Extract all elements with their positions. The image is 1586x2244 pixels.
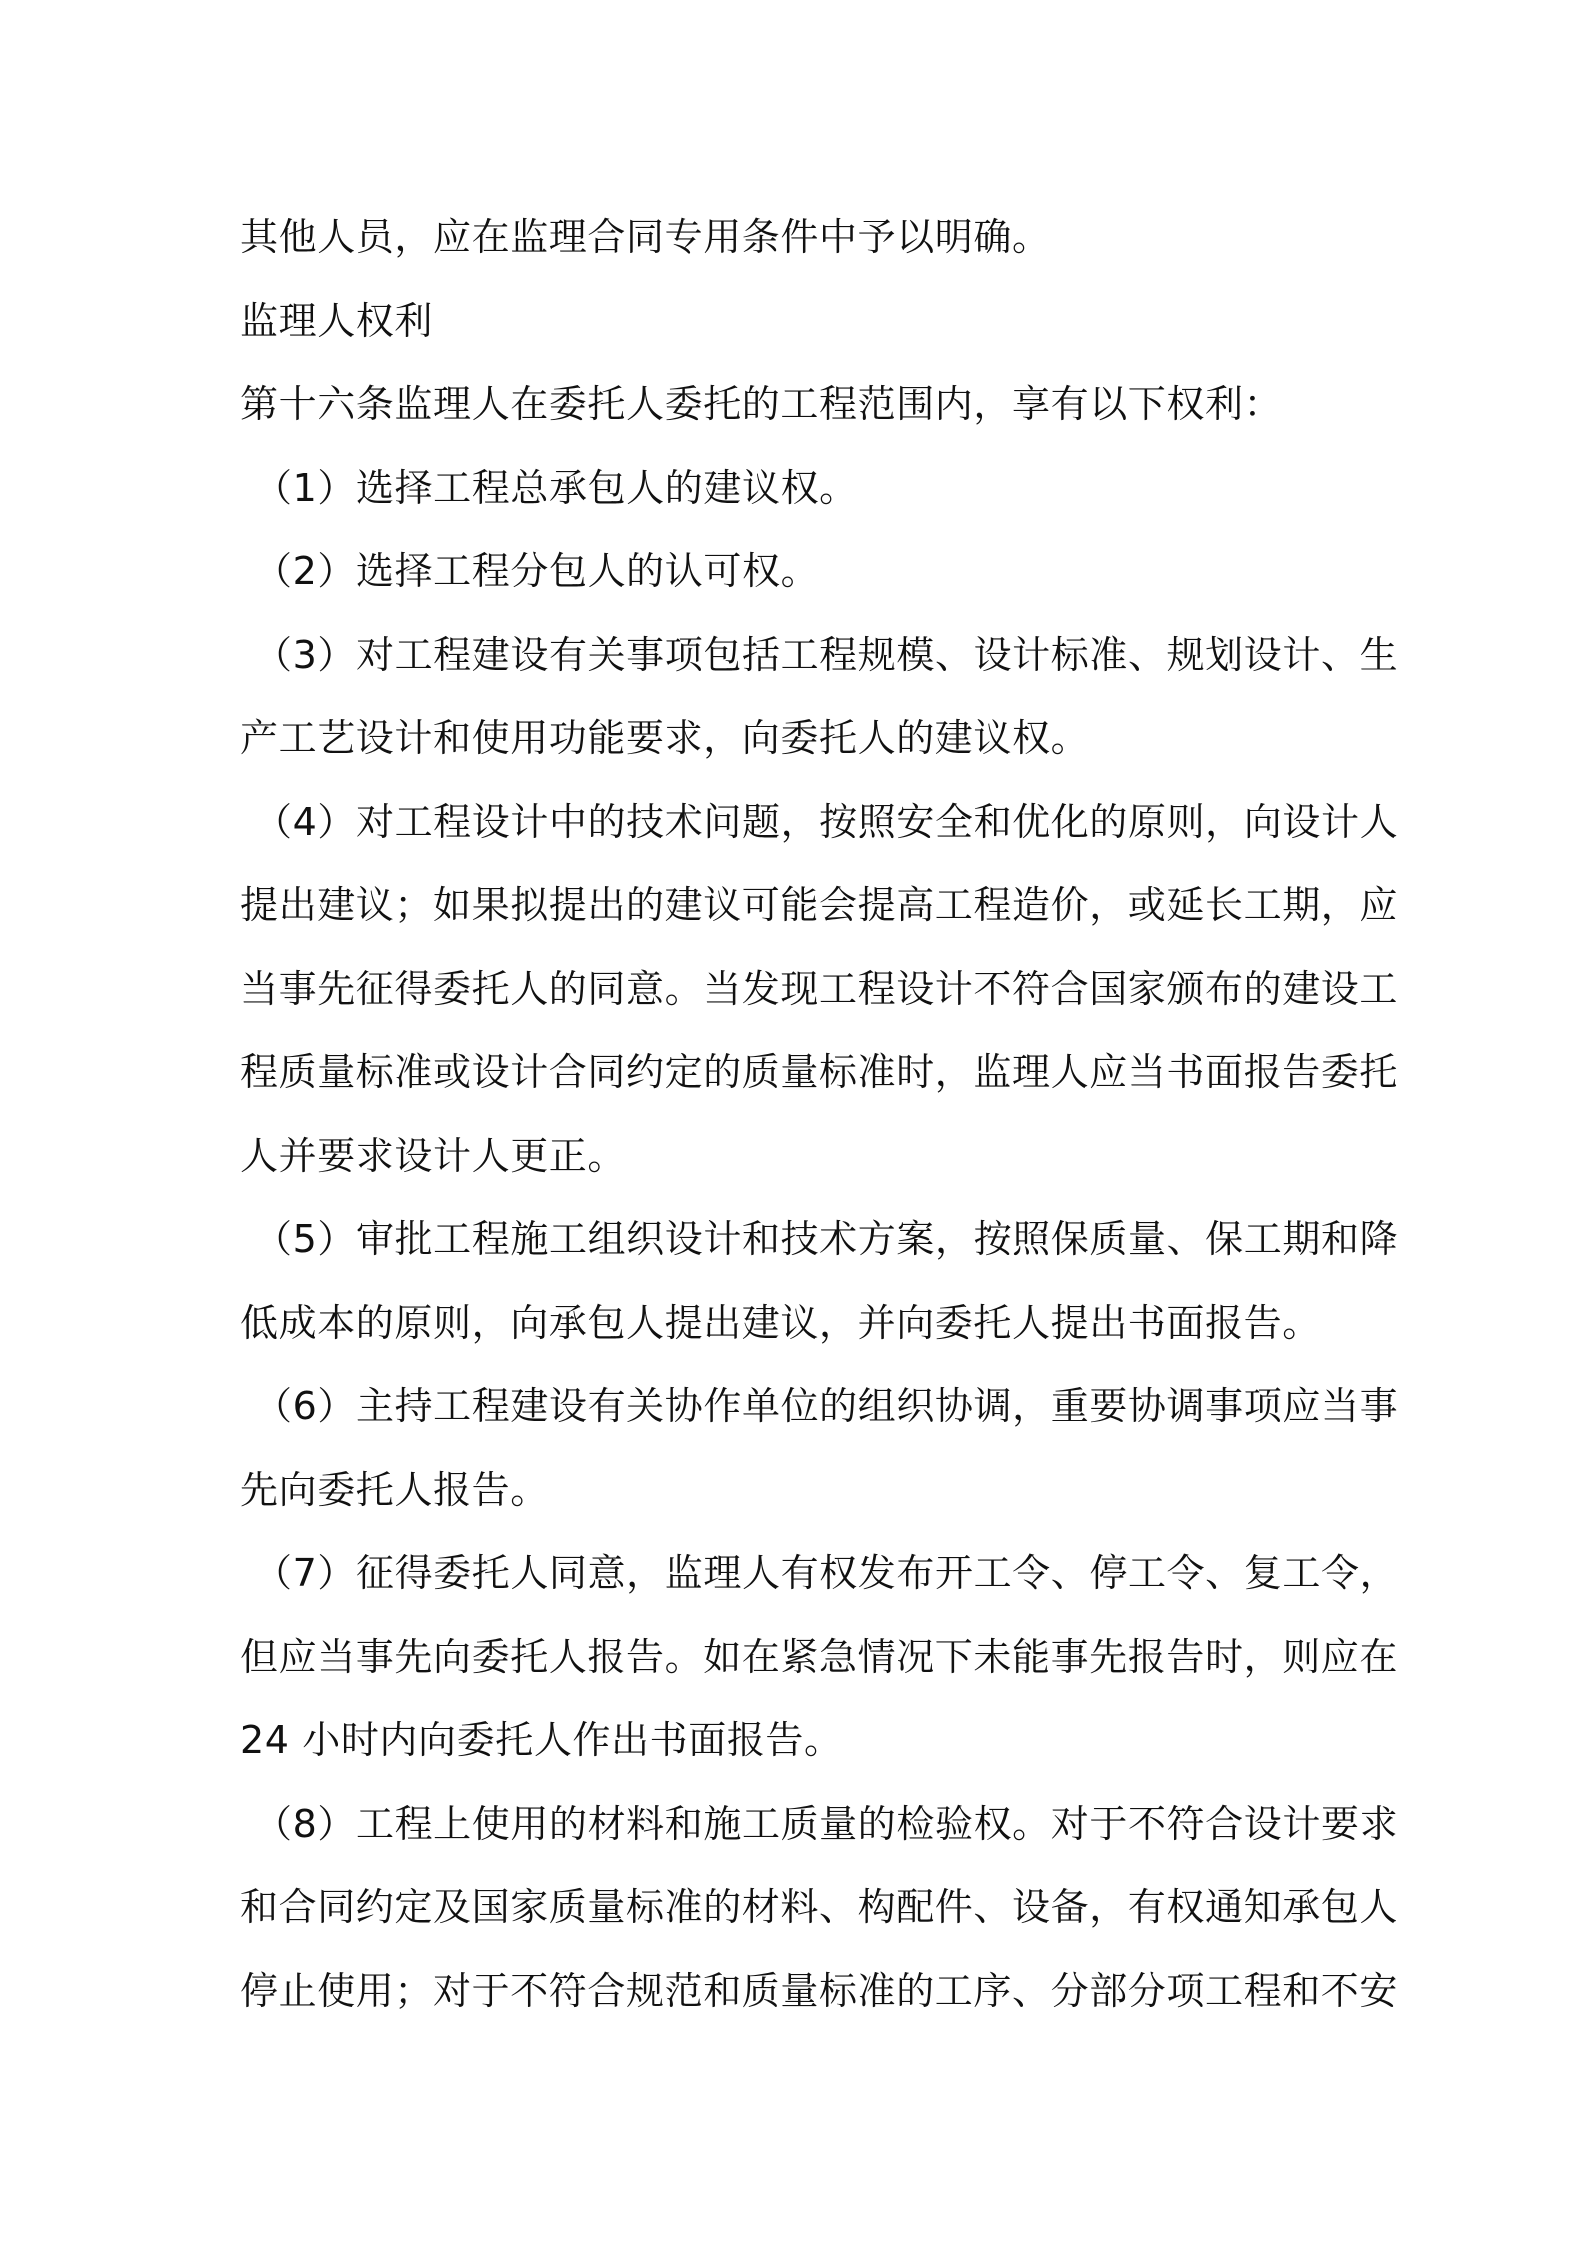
list-item: （2）选择工程分包人的认可权。 [254, 549, 820, 593]
text-line: 和合同约定及国家质量标准的材料、构配件、设备，有权通知承包人 [240, 1885, 1399, 1929]
section-heading: 监理人权利 [240, 298, 434, 343]
text-line: 但应当事先向委托人报告。如在紧急情况下未能事先报告时，则应在 [240, 1634, 1399, 1679]
list-item: （8）工程上使用的材料和施工质量的检验权。对于不符合设计要求 [254, 1801, 1399, 1846]
text-line: 24 小时内向委托人作出书面报告。 [240, 1718, 843, 1762]
list-item: （6）主持工程建设有关协作单位的组织协调，重要协调事项应当事 [254, 1384, 1399, 1428]
text-line: 其他人员，应在监理合同专用条件中予以明确。 [240, 215, 1051, 259]
text-line: 当事先征得委托人的同意。当发现工程设计不符合国家颁布的建设工 [240, 966, 1399, 1011]
text-line: 程质量标准或设计合同约定的质量标准时，监理人应当书面报告委托 [240, 1050, 1399, 1094]
list-item: （3）对工程建设有关事项包括工程规模、设计标准、规划设计、生 [254, 632, 1399, 677]
text-line: 先向委托人报告。 [240, 1467, 549, 1512]
text-line: 产工艺设计和使用功能要求，向委托人的建议权。 [240, 716, 1090, 760]
text-line: 停止使用；对于不符合规范和质量标准的工序、分部分项工程和不安 [240, 1968, 1399, 2013]
text-line: 低成本的原则，向承包人提出建议，并向委托人提出书面报告。 [240, 1300, 1321, 1345]
text-line: 提出建议；如果拟提出的建议可能会提高工程造价，或延长工期，应 [240, 883, 1399, 927]
list-item: （1）选择工程总承包人的建议权。 [254, 465, 858, 510]
list-item: （5）审批工程施工组织设计和技术方案，按照保质量、保工期和降 [254, 1217, 1399, 1261]
text-line: 人并要求设计人更正。 [240, 1133, 627, 1178]
document-body [240, 196, 1399, 2033]
list-item: （7）征得委托人同意，监理人有权发布开工令、停工令、复工令， [254, 1551, 1399, 1595]
list-item: （4）对工程设计中的技术问题，按照安全和优化的原则，向设计人 [254, 799, 1399, 844]
article-heading: 第十六条监理人在委托人委托的工程范围内，享有以下权利： [240, 382, 1283, 426]
